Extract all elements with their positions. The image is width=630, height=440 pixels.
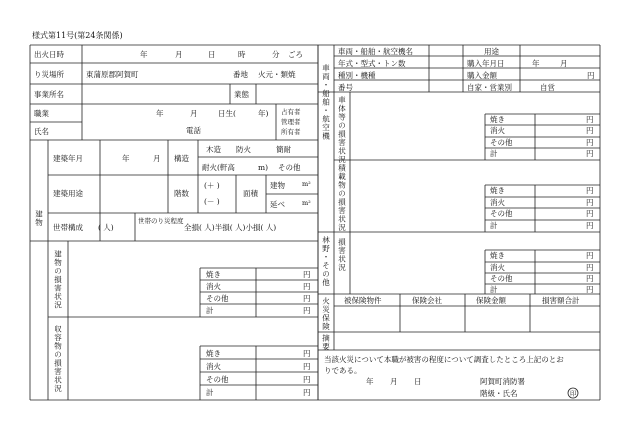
remarks-label: 摘要 [321, 334, 331, 351]
forest-loss-burn: 焼き [490, 251, 505, 260]
contents-loss-total: 計 [206, 388, 214, 397]
floors-label: 階数 [174, 189, 189, 198]
business-type-label: 業態 [234, 90, 249, 99]
yen-unit: 円 [586, 263, 594, 272]
address-suffix: 番地 [233, 70, 248, 79]
yen-unit: 円 [586, 209, 594, 218]
yen-unit: 円 [586, 221, 594, 230]
household-label: 世帯構成 [53, 223, 83, 232]
yen-unit: 円 [303, 349, 311, 358]
business-label: 事業所名 [34, 90, 64, 99]
yen-unit: 円 [586, 126, 594, 135]
building-loss-total: 計 [206, 306, 214, 315]
age-unit: 年) [258, 109, 269, 118]
yen-unit: 円 [303, 294, 311, 303]
building-loss-burn: 焼き [206, 270, 221, 279]
vehicle-loss-other: その他 [490, 138, 513, 147]
structure-simple-fire: 簡耐 [276, 145, 291, 154]
structure-eaves-unit: m) [258, 163, 269, 172]
area-unit-building: m² [302, 180, 311, 188]
right-section [318, 45, 600, 400]
office-name: 阿賀町消防署 [480, 377, 525, 386]
rank-name-label: 階級・氏名 [480, 389, 518, 398]
structure-fireproof: 防火 [236, 145, 251, 154]
forest-loss-total: 計 [490, 285, 498, 294]
yen-unit: 円 [586, 274, 594, 283]
contents-loss-other: その他 [206, 375, 229, 384]
area-unit-floor: m² [302, 199, 311, 207]
date-label: 出火日時 [34, 50, 64, 59]
birth-year-unit: 年 [156, 109, 164, 118]
yen-unit: 円 [586, 285, 594, 294]
statement-day: 日 [414, 377, 422, 386]
date-unit-day: 日 [208, 50, 216, 59]
ownership-label: 自家・営業別 [467, 83, 512, 92]
location-label: り災場所 [34, 70, 64, 79]
cargo-loss-total: 計 [490, 221, 498, 230]
yen-unit: 円 [303, 362, 311, 371]
vehicle-loss-fire: 消火 [490, 126, 505, 135]
cargo-loss-other: その他 [490, 209, 513, 218]
contents-loss-burn: 焼き [206, 349, 221, 358]
household-damage-value: 全損( 人)半損( 人)小損( 人) [184, 223, 277, 232]
occupation-label: 職業 [34, 109, 49, 118]
insurance-header-company: 保険会社 [412, 296, 442, 305]
cargo-loss-burn: 焼き [490, 186, 505, 195]
ownership-value: 自営 [540, 83, 555, 92]
number-label: 番号 [338, 83, 353, 92]
usage-label: 建築用途 [53, 189, 83, 198]
insurance-header-property: 被保険物件 [344, 296, 382, 305]
structure-fire-resistant: 耐火(軒高 [202, 163, 235, 172]
forest-loss-fire: 消火 [490, 263, 505, 272]
yen-unit: 円 [586, 149, 594, 158]
purchase-date-month: 月 [560, 59, 568, 68]
vehicle-loss-burn: 焼き [490, 115, 505, 124]
area-label: 面積 [243, 189, 258, 198]
cargo-damage-label: 積載物の損害状況 [337, 164, 347, 232]
floors-below: (－ ) [204, 197, 220, 206]
structure-wood: 木造 [206, 145, 221, 154]
birth-day-unit: 日生( [218, 109, 236, 118]
yen-unit: 円 [587, 71, 595, 80]
birth-month-unit: 月 [190, 109, 198, 118]
insurance-header-total-loss: 損害額合計 [542, 296, 580, 305]
yen-unit: 円 [303, 282, 311, 291]
location-value: 東蒲原郡阿賀町 [86, 70, 139, 79]
usage-label: 用途 [484, 47, 499, 56]
household-value: ( 人) [98, 223, 114, 232]
yen-unit: 円 [586, 251, 594, 260]
yen-unit: 円 [586, 138, 594, 147]
statement-month: 月 [390, 377, 398, 386]
cargo-loss-fire: 消火 [490, 198, 505, 207]
yen-unit: 円 [586, 186, 594, 195]
form-title: 様式第11号(第24条関係) [32, 31, 123, 40]
owner-type-manager: 管理者 [281, 118, 301, 126]
owner-type-owner: 所有者 [281, 128, 301, 136]
insurance-header-amount: 保険金額 [476, 296, 506, 305]
vehicle-loss-total: 計 [490, 149, 498, 158]
vehicle-group-label: 車両・船舶・航空機 [321, 64, 331, 141]
structure-label: 構造 [174, 154, 189, 163]
date-unit-month: 月 [175, 50, 183, 59]
contents-loss-fire: 消火 [206, 362, 221, 371]
building-group-label: 建物 [34, 210, 44, 227]
structure-other: その他 [278, 163, 301, 172]
purchase-date-year: 年 [532, 59, 540, 68]
flame-types: 火元・類焼 [258, 70, 296, 79]
purchase-date-label: 購入年月日 [467, 59, 505, 68]
area-floor-label: 延べ [270, 200, 285, 209]
household-damage-label: 世帯のり災程度 [138, 217, 184, 225]
yen-unit: 円 [586, 115, 594, 124]
yen-unit: 円 [303, 270, 311, 279]
build-year-label: 建築年月 [53, 154, 83, 163]
vehicle-body-damage-label: 車体等の損害状況 [337, 96, 347, 164]
insurance-label: 火災保険 [321, 297, 331, 331]
date-unit-hour: 時 [238, 50, 246, 59]
date-unit-minute: 分 [272, 50, 280, 59]
build-month-unit: 月 [153, 154, 161, 163]
statement-line-1: 当該火災について本職が被害の程度について調査したところ上記のとお [324, 355, 564, 364]
yen-unit: 円 [303, 306, 311, 315]
yen-unit: 円 [586, 198, 594, 207]
area-building-label: 建物 [270, 181, 285, 190]
yen-unit: 円 [303, 375, 311, 384]
statement-line-2: りである。 [324, 366, 362, 375]
forest-damage-label: 損害状況 [337, 238, 347, 272]
building-loss-other: その他 [206, 294, 229, 303]
seal-mark: 印 [570, 389, 577, 398]
date-unit-about: ごろ [288, 50, 303, 59]
forest-loss-other: その他 [490, 274, 513, 283]
owner-type-occupant: 占有者 [281, 108, 301, 116]
vehicle-name-label: 車両・船舶・航空機名 [338, 47, 413, 56]
phone-label: 電話 [186, 126, 201, 135]
forest-label: 林野・その他 [321, 236, 331, 287]
contents-damage-label: 収容物の損害状況 [53, 325, 63, 393]
model-label: 年式・型式・トン数 [338, 59, 406, 68]
build-year-unit: 年 [122, 154, 130, 163]
building-damage-label: 建物の損害状況 [53, 250, 63, 310]
yen-unit: 円 [303, 388, 311, 397]
purchase-price-label: 購入金額 [467, 71, 497, 80]
floors-above: (＋ ) [204, 181, 220, 190]
statement-year: 年 [366, 377, 374, 386]
date-unit-year: 年 [140, 50, 148, 59]
name-label: 氏名 [34, 127, 49, 136]
type-label: 種別・機種 [338, 71, 376, 80]
building-loss-fire: 消火 [206, 282, 221, 291]
